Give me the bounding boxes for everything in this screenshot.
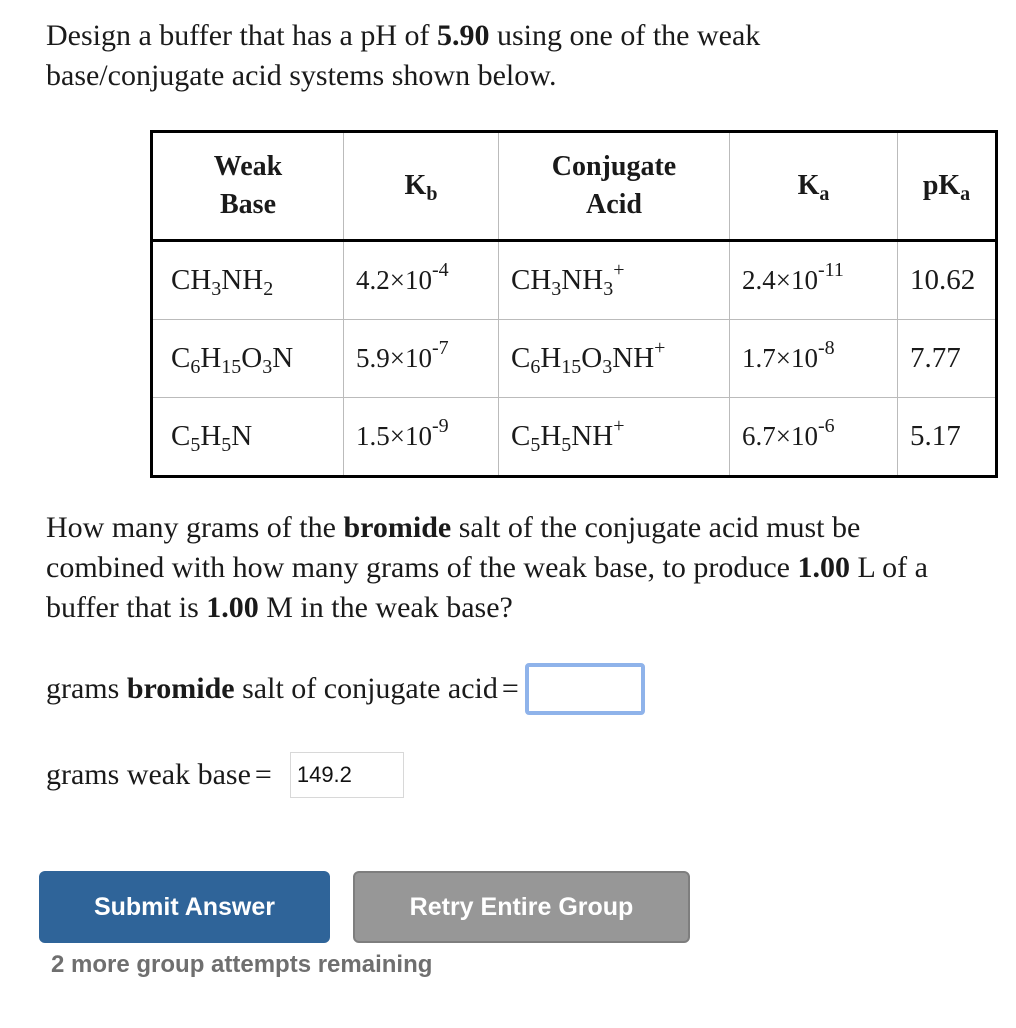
ka-cell: $1.7\times 10^{-8}$ xyxy=(730,320,898,398)
question-text: How many grams of the bromide salt of the conjugate acid must be combined with how many grams of the weak base, to produce 1.00 L of a buffer that is 1.00 M in the weak base? xyxy=(46,511,928,624)
base-answer-row xyxy=(46,752,404,798)
pka-cell: 10.62 xyxy=(898,241,997,320)
salt-grams-input[interactable] xyxy=(525,663,645,715)
kb-cell: $4.2\times 10^{-4}$ xyxy=(344,241,499,320)
salt-answer-label: grams bromide salt of conjugate acid xyxy=(46,672,498,705)
retry-group-button[interactable]: Retry Entire Group xyxy=(353,871,690,943)
equals-sign: = xyxy=(254,758,272,791)
header-conjugate-acid: Conjugate Acid xyxy=(499,132,730,241)
weak-base-cell: $C_6H_{15}O_3N$ xyxy=(152,320,344,398)
table-row xyxy=(152,241,997,320)
problem-intro xyxy=(46,16,946,96)
salt-answer-row xyxy=(46,662,645,716)
target-ph: 5.90 xyxy=(437,19,490,52)
weak-base-cell: $C_5H_5N$ xyxy=(152,398,344,477)
table-row xyxy=(152,320,997,398)
pka-cell: 7.77 xyxy=(898,320,997,398)
conjugate-acid-cell: $C_6H_{15}O_3NH^+$ xyxy=(499,320,730,398)
conjugate-acid-cell: $CH_3NH_3^+$ xyxy=(499,241,730,320)
attempts-remaining-text: 2 more group attempts remaining xyxy=(51,951,433,978)
intro-text: Design a buffer that has a pH of xyxy=(46,19,437,52)
weak-base-cell: $CH_3NH_2$ xyxy=(171,264,274,300)
base-grams-input[interactable]: 149.2 xyxy=(290,752,404,798)
bold-bromide: bromide xyxy=(343,511,452,544)
conjugate-acid-cell: $C_5H_5NH^+$ xyxy=(499,398,730,477)
bold-molarity: 1.00 xyxy=(206,591,259,624)
header-pka: $pK_a$ xyxy=(898,132,997,241)
buffer-systems-table xyxy=(150,130,998,478)
equals-sign: = xyxy=(501,672,519,705)
header-kb: $K_b$ xyxy=(344,132,499,241)
base-answer-label: grams weak base xyxy=(46,758,251,791)
ka-cell: $6.7\times 10^{-6}$ xyxy=(730,398,898,477)
header-ka: $K_a$ xyxy=(730,132,898,241)
table-row xyxy=(152,398,997,477)
kb-cell: $5.9\times 10^{-7}$ xyxy=(344,320,499,398)
pka-cell: 5.17 xyxy=(898,398,997,477)
header-weak-base: Weak Base xyxy=(152,132,344,241)
submit-answer-button[interactable]: Submit Answer xyxy=(39,871,330,943)
intro-text-end: using one of the weak base/conjugate acid systems shown below. xyxy=(46,19,761,92)
kb-cell: $1.5\times 10^{-9}$ xyxy=(344,398,499,477)
table-header-row xyxy=(152,132,997,241)
bold-volume: 1.00 xyxy=(797,551,850,584)
ka-cell: $2.4\times 10^{-11}$ xyxy=(730,241,898,320)
